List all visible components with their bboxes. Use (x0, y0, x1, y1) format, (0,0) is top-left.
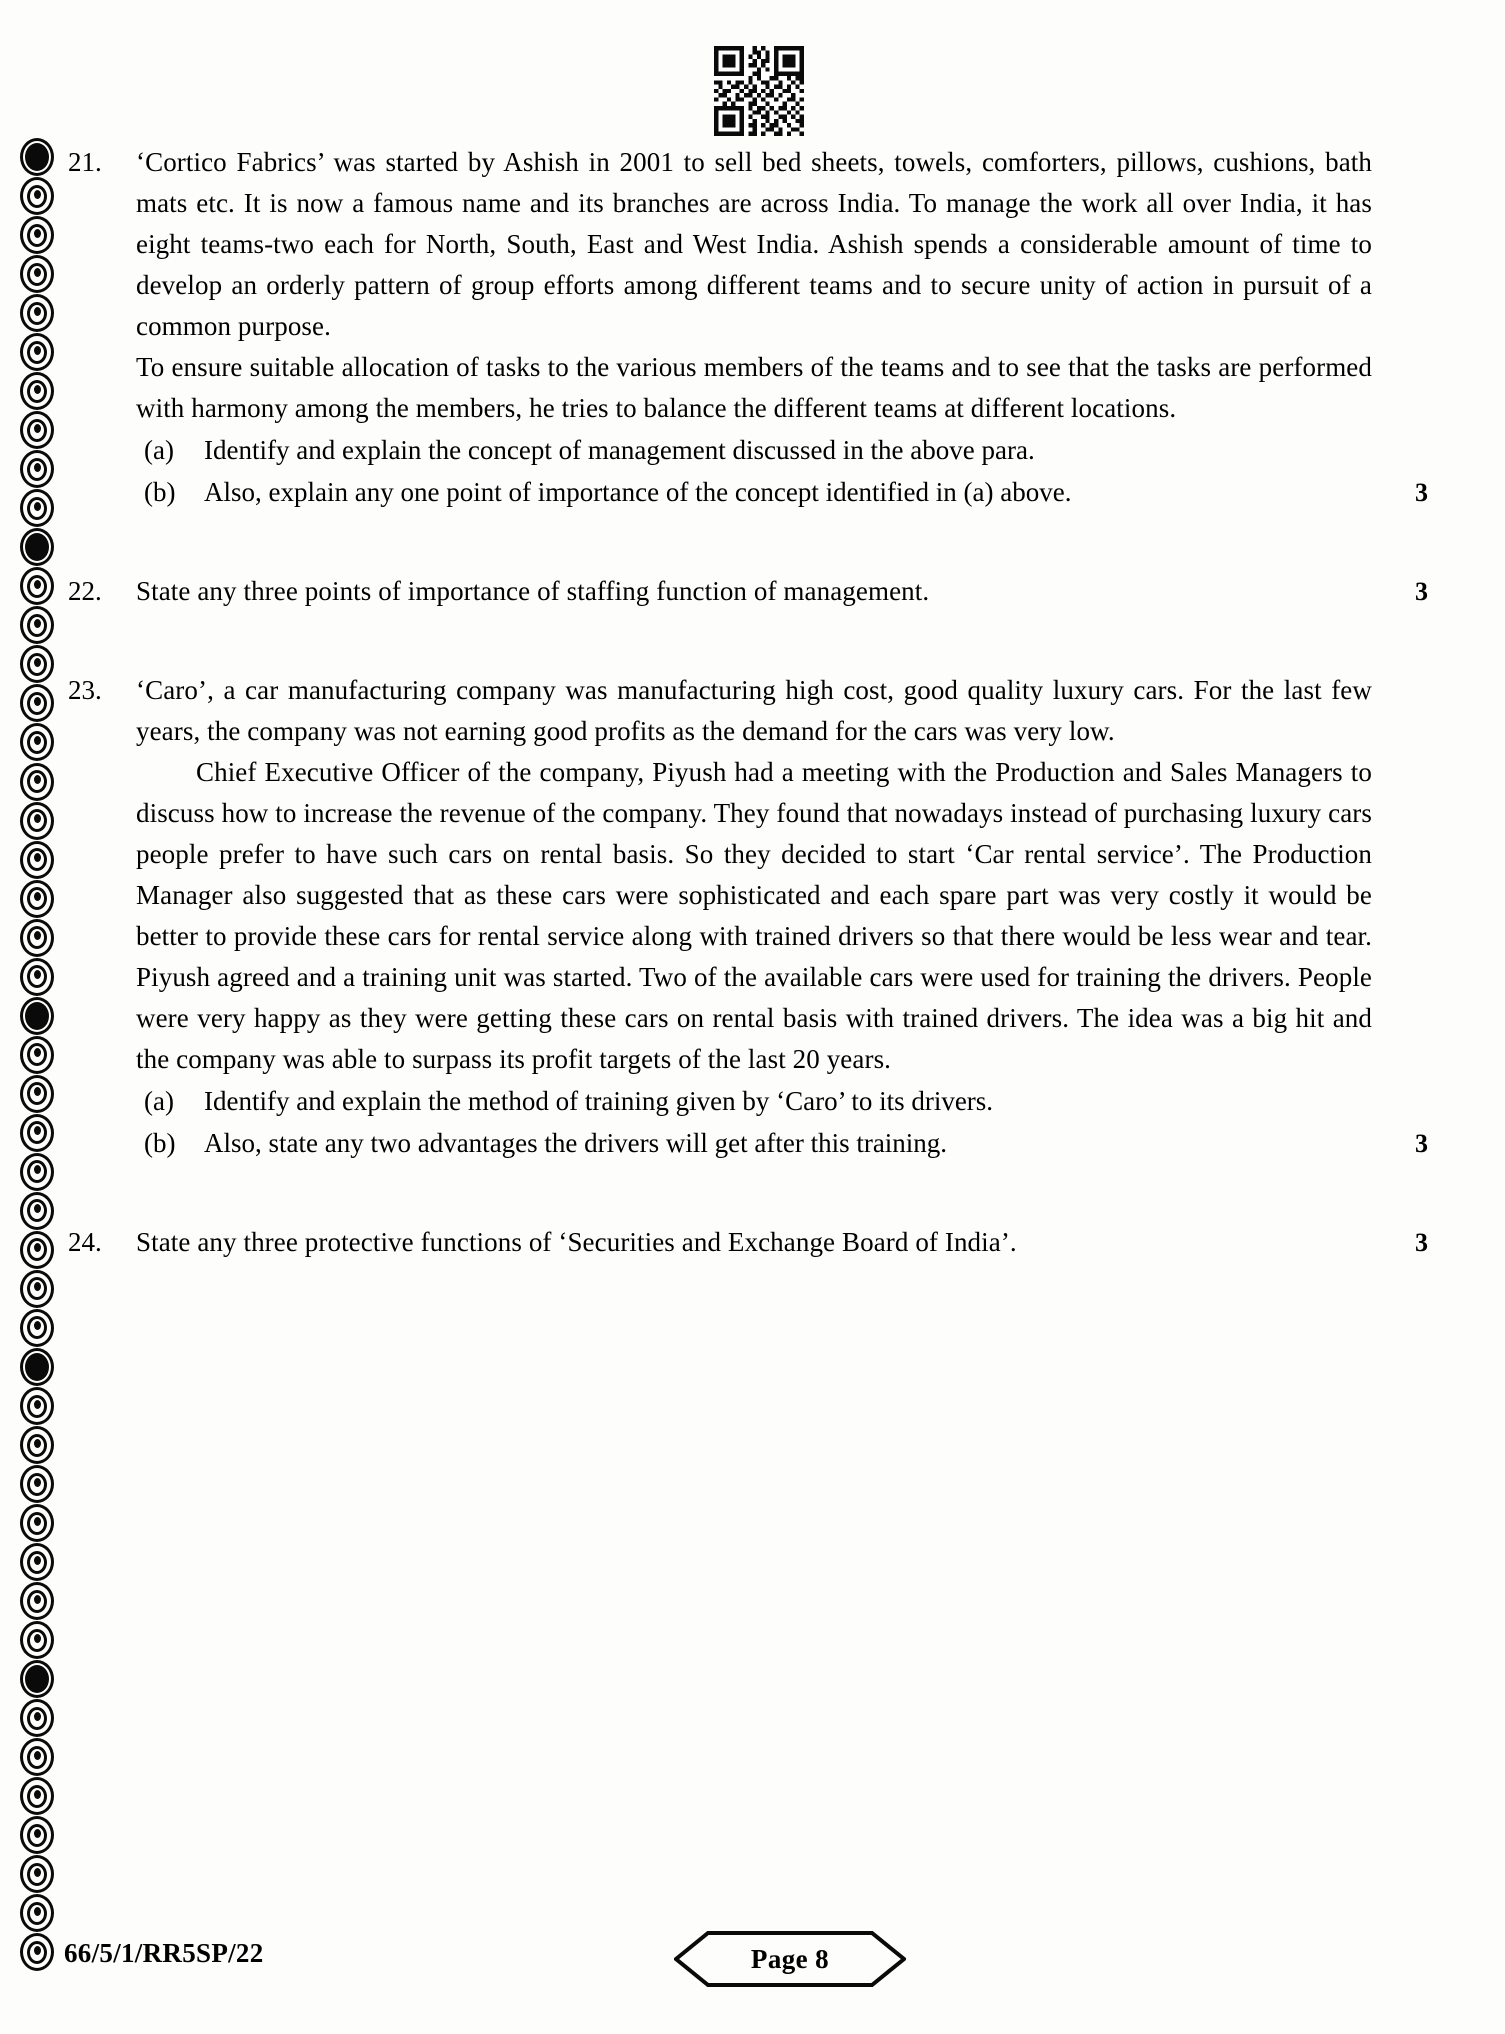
security-ring-inner (27, 1590, 47, 1613)
security-ring-inner (27, 770, 47, 793)
security-ring-icon (20, 1582, 54, 1620)
security-ring-icon (20, 645, 54, 683)
security-ring-icon (20, 606, 54, 644)
security-ring-icon (20, 958, 54, 996)
paper-code: 66/5/1/RR5SP/22 (64, 1938, 264, 1968)
security-ring-icon (20, 489, 54, 527)
subpart-label: (b) (144, 477, 176, 507)
security-ring-icon (20, 1855, 54, 1893)
security-ring-icon (20, 1270, 54, 1308)
spacer (64, 513, 1434, 571)
security-ring-icon (20, 997, 54, 1035)
question-paragraph: ‘Caro’, a car manufacturing company was manufacturing high cost, good quality luxury cars. For the last few years, the company was not earning good profits as the demand for the cars was very low. (136, 675, 1372, 746)
security-ring-inner (27, 380, 47, 403)
security-ring-inner (27, 224, 47, 247)
security-ring-icon (20, 528, 54, 566)
security-ring-inner (27, 1824, 47, 1847)
security-ring-inner (27, 1785, 47, 1808)
question-subpart-b (136, 472, 1372, 513)
security-ring-icon (20, 1894, 54, 1932)
subpart-text: Identify and explain the method of training given by ‘Caro’ to its drivers. (204, 1086, 994, 1116)
security-ring-inner (25, 1665, 49, 1693)
page-footer (64, 1930, 1465, 1990)
question-number: 24. (68, 1227, 102, 1257)
security-ring-inner (27, 1863, 47, 1886)
security-ring-icon (20, 1504, 54, 1542)
security-ring-icon (20, 411, 54, 449)
security-ring-icon (20, 802, 54, 840)
security-ring-inner (27, 809, 47, 832)
question-paragraph: State any three points of importance of staffing function of management. (136, 576, 930, 606)
security-ring-icon (20, 294, 54, 332)
security-ring-icon (20, 1426, 54, 1464)
marks-value: 3 (1415, 577, 1428, 606)
security-ring-icon (20, 1465, 54, 1503)
security-ring-inner (27, 731, 47, 754)
security-ring-inner (27, 1434, 47, 1457)
security-ring-icon (20, 723, 54, 761)
question-body (136, 142, 1372, 513)
security-ring-inner (27, 1199, 47, 1222)
subpart-label: (b) (144, 1128, 176, 1158)
security-ring-icon (20, 567, 54, 605)
security-ring-inner (27, 575, 47, 598)
spacer (64, 612, 1434, 670)
subpart-label: (a) (144, 435, 174, 465)
security-ring-inner (27, 692, 47, 715)
security-pattern-strip (14, 140, 60, 1970)
security-ring-inner (27, 1316, 47, 1339)
security-ring-inner (27, 1395, 47, 1418)
security-ring-inner (27, 1160, 47, 1183)
security-ring-icon (20, 1660, 54, 1698)
security-ring-inner (27, 497, 47, 520)
security-ring-inner (27, 926, 47, 949)
spacer (64, 1164, 1434, 1222)
security-ring-icon (20, 255, 54, 293)
security-ring-inner (27, 887, 47, 910)
question-paragraph: To ensure suitable allocation of tasks to the various members of the teams and to see that the tasks are performed with harmony among the members, he tries to balance the different teams at different locations. (136, 352, 1372, 423)
question-block-23 (64, 670, 1434, 1164)
security-ring-icon (20, 1816, 54, 1854)
question-block-21 (64, 142, 1434, 513)
security-ring-inner (27, 1082, 47, 1105)
question-body (136, 670, 1372, 1164)
security-ring-icon (20, 216, 54, 254)
question-list (64, 142, 1434, 1263)
security-ring-icon (20, 1153, 54, 1191)
page-number-badge (674, 1930, 906, 1988)
security-ring-icon (20, 1621, 54, 1659)
security-ring-inner (27, 419, 47, 442)
security-ring-inner (25, 1002, 49, 1030)
subpart-text: Also, explain any one point of importance of the concept identified in (a) above. (204, 477, 1072, 507)
security-ring-icon (20, 919, 54, 957)
security-ring-icon (20, 763, 54, 801)
security-ring-icon (20, 372, 54, 410)
security-ring-inner (27, 965, 47, 988)
security-ring-inner (27, 653, 47, 676)
security-ring-inner (25, 143, 49, 171)
security-ring-inner (27, 458, 47, 481)
security-ring-icon (20, 684, 54, 722)
security-ring-icon (20, 1348, 54, 1386)
question-body (136, 1222, 1372, 1263)
security-ring-inner (27, 1512, 47, 1535)
security-ring-inner (27, 1473, 47, 1496)
security-ring-inner (27, 1121, 47, 1144)
security-ring-inner (27, 1629, 47, 1652)
marks-value: 3 (1415, 1129, 1428, 1158)
security-ring-icon (20, 1036, 54, 1074)
security-ring-icon (20, 1933, 54, 1971)
marks-value: 3 (1415, 1228, 1428, 1257)
security-ring-inner (27, 1043, 47, 1066)
subpart-text: Also, state any two advantages the drivers will get after this training. (204, 1128, 948, 1158)
security-ring-icon (20, 1114, 54, 1152)
subpart-text: Identify and explain the concept of management discussed in the above para. (204, 435, 1035, 465)
question-subpart-b (136, 1123, 1372, 1164)
security-ring-inner (27, 263, 47, 286)
security-ring-icon (20, 1309, 54, 1347)
question-block-24 (64, 1222, 1434, 1263)
security-ring-icon (20, 1387, 54, 1425)
security-ring-icon (20, 333, 54, 371)
security-ring-icon (20, 1738, 54, 1776)
subpart-label: (a) (144, 1086, 174, 1116)
security-ring-inner (27, 1551, 47, 1574)
security-ring-inner (27, 302, 47, 325)
question-subpart-a (136, 1081, 1372, 1122)
question-number: 21. (68, 147, 102, 177)
marks-value: 3 (1415, 478, 1428, 507)
question-body (136, 571, 1372, 612)
security-ring-inner (27, 1238, 47, 1261)
security-ring-icon (20, 1543, 54, 1581)
security-ring-icon (20, 1231, 54, 1269)
qr-code (714, 46, 804, 136)
security-ring-inner (27, 1277, 47, 1300)
security-ring-inner (27, 848, 47, 871)
question-paragraph: State any three protective functions of ‘Securities and Exchange Board of India’. (136, 1227, 1017, 1257)
security-ring-inner (27, 1746, 47, 1769)
question-subpart-a (136, 430, 1372, 471)
security-ring-icon (20, 880, 54, 918)
question-number: 23. (68, 675, 102, 705)
question-number: 22. (68, 576, 102, 606)
security-ring-inner (27, 1707, 47, 1730)
security-ring-inner (27, 614, 47, 637)
security-ring-icon (20, 177, 54, 215)
security-ring-inner (25, 533, 49, 561)
security-ring-inner (27, 185, 47, 208)
security-ring-icon (20, 1777, 54, 1815)
security-ring-icon (20, 138, 54, 176)
security-ring-inner (25, 1353, 49, 1381)
security-ring-icon (20, 841, 54, 879)
question-block-22 (64, 571, 1434, 612)
question-paragraph: Chief Executive Officer of the company, Piyush had a meeting with the Production and Sales Managers to discuss how to increase the revenue of the company. They found that nowadays instead of purchasing luxury cars people prefer to have such cars on rental basis. So they decided to start ‘Car rental service’. The Production Manager also suggested that as these cars were sophisticated and each spare part was very costly it would be better to provide these cars for rental service along with trained drivers so that there would be less wear and tear. Piyush agreed and a training unit was started. Two of the available cars were used for training the drivers. People were very happy as they were getting these cars on rental basis with trained drivers. The idea was a big hit and the company was able to surpass its profit targets of the last 20 years. (136, 757, 1372, 1074)
security-ring-icon (20, 1699, 54, 1737)
security-ring-inner (27, 1941, 47, 1964)
question-paragraph: ‘Cortico Fabrics’ was started by Ashish in 2001 to sell bed sheets, towels, comforters, pillows, cushions, bath mats etc. It is now a famous name and its branches are across India. To manage the work all over India, it has eight teams-two each for North, South, East and West India. Ashish spends a considerable amount of time to develop an orderly pattern of group efforts among different teams and to secure unity of action in pursuit of a common purpose. (136, 147, 1372, 341)
security-ring-icon (20, 1075, 54, 1113)
security-ring-inner (27, 1902, 47, 1925)
security-ring-inner (27, 341, 47, 364)
security-ring-icon (20, 450, 54, 488)
page-number-label: Page 8 (750, 1943, 830, 1974)
security-ring-icon (20, 1192, 54, 1230)
